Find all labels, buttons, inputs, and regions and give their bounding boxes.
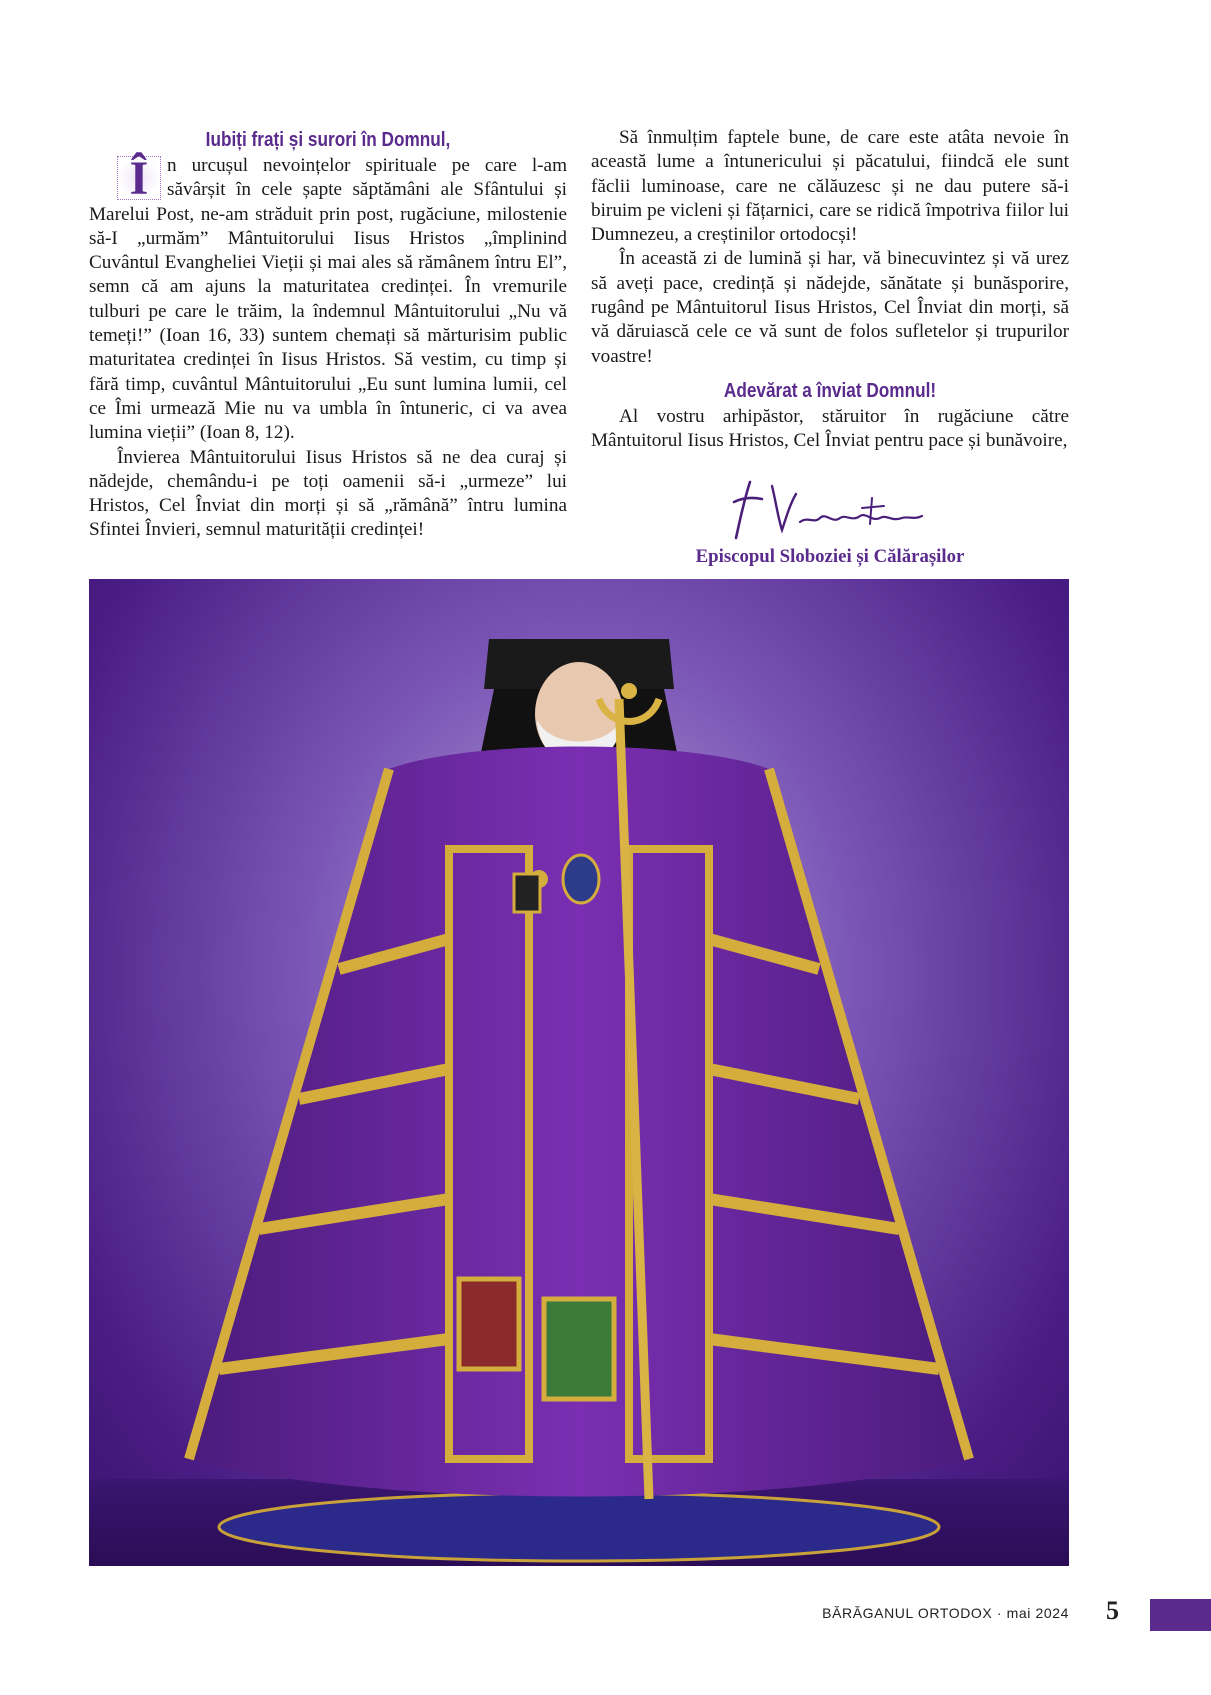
page-edge-tab: [1150, 1599, 1211, 1631]
bishop-portrait-photo: [89, 579, 1069, 1566]
paragraph-1: [89, 154, 567, 446]
paragraph-3: Să înmulțim faptele bune, de care este atâta nevoie în această lume a întunericului și păcatului, fiindcă ele sunt făclii luminoase, care ne călăuzesc și ne dau putere să-i biruim pe vicleni și fățarnici, care se ridică împotriva fiilor lui Dumnezeu, a creștinilor ortodocși!: [591, 127, 1069, 246]
page-number: 5: [1106, 1596, 1119, 1625]
easter-greeting-heading: Adevărat a înviat Domnul!: [723, 379, 937, 402]
greeting-heading: Iubiți frați și surori în Domnul,: [205, 129, 451, 151]
left-column: [89, 126, 567, 543]
signature-title: Episcopul Sloboziei și Călărașilor: [695, 546, 965, 567]
drop-cap: Î: [117, 156, 161, 200]
handwritten-signature: [722, 472, 932, 544]
paragraph-4: În această zi de lumină și har, vă binecuvintez și vă urez să aveți pace, credință și nădejde, sănătate și bunăsporire, rugând pe Mântuitorul Iisus Hristos, Cel Înviat din morți, să vă dăruiască cele ce vă sunt de folos sufletelor și trupurilor voastre!: [591, 248, 1069, 367]
right-column: [591, 126, 1069, 454]
portrait-illustration: [89, 579, 1069, 1566]
publication-name: BĂRĂGANUL ORTODOX: [822, 1605, 993, 1621]
footer-separator: ·: [992, 1605, 1007, 1621]
paragraph-2: Învierea Mântuitorului Iisus Hristos să ne dea curaj și nădejde, chemându-i pe toți oamenii să-i „urmeze” lui Hristos, Cel Înviat din morți și să „rămână” întru lumina Sfintei Învieri, semnul maturității credinței!: [89, 446, 567, 541]
issue-date: mai 2024: [1006, 1605, 1069, 1621]
footer-publication: [822, 1605, 1069, 1621]
paragraph-5: Al vostru arhipăstor, stăruitor în rugăciune către Mântuitorul Iisus Hristos, Cel Înviat pentru pace și bunăvoire,: [591, 405, 1069, 452]
paragraph-1-text: n urcușul nevoințelor spirituale pe care l-am săvârșit în cele șapte săptămâni ale Sfântului și Marelui Post, ne-am străduit prin post, rugăciune, milostenie să-I „urmăm” Mântuitorului Iisus Hristos „împlinind Cuvântul Evangheliei Vieții și mai ales să rămânem întru El”, semn că am ajuns la maturitatea credinței. În vremurile tulburi pe care le trăim, la îndemnul Mântuitorului „Nu vă temeți!” (Ioan 16, 33) suntem chemați să mărturisim public maturitatea credinței în Iisus Hristos. Să vestim, cu timp și fără timp, cuvântul Mântuitorului „Eu sunt lumina lumii, cel ce Îmi urmează Mie nu va umbla în întuneric, ci va avea lumina vieții” (Ioan 8, 12).: [89, 155, 567, 444]
